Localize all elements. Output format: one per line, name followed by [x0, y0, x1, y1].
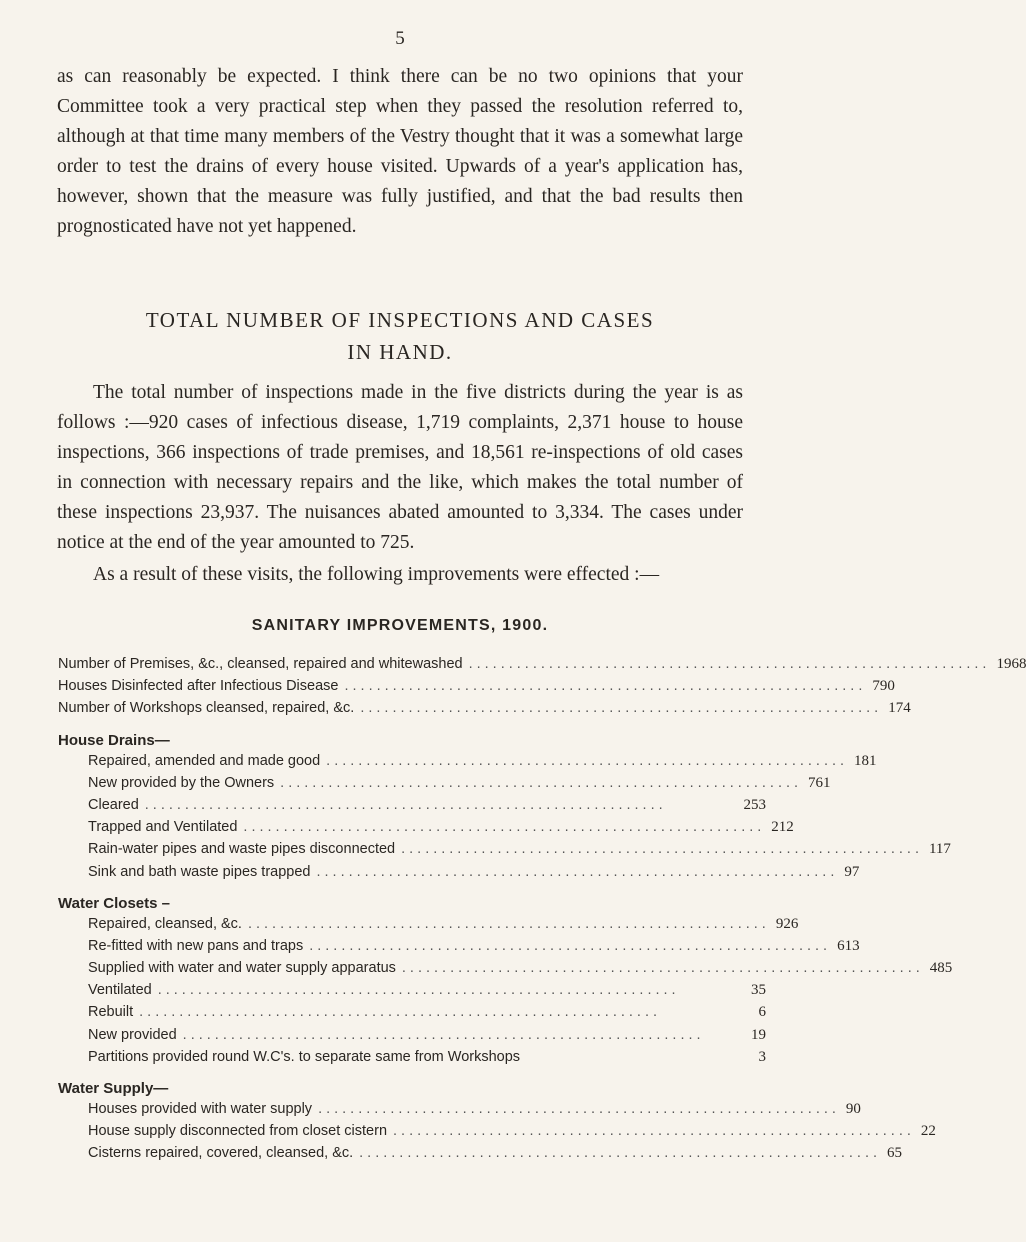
row-label: Re-fitted with new pans and traps	[88, 937, 304, 954]
row-value: 790	[872, 678, 895, 695]
row-label: House supply disconnected from closet cistern	[88, 1123, 388, 1140]
table-row: Number of Workshops cleansed, repaired, &c. ................................................................. 174	[58, 700, 911, 717]
row-label: Ventilated	[88, 982, 152, 999]
row-label: New provided	[88, 1026, 177, 1043]
table-row: Sink and bath waste pipes trapped ................................................................. 97	[88, 863, 860, 880]
row-label: Rain-water pipes and waste pipes disconnected	[88, 841, 396, 858]
table-row: Rain-water pipes and waste pipes disconnected ................................................................. 117	[88, 841, 951, 858]
table-row: New provided ................................................................. 19	[88, 1026, 766, 1043]
row-value: 212	[771, 819, 794, 836]
table-row: New provided by the Owners ................................................................. 761	[88, 774, 831, 791]
row-value: 485	[929, 960, 953, 977]
row-value: 174	[888, 700, 911, 717]
table-row: Repaired, cleansed, &c. ................................................................. 926	[88, 915, 799, 932]
row-label: New provided by the Owners	[88, 774, 275, 791]
row-label: Repaired, amended and made good	[88, 752, 321, 769]
row-value: 35	[751, 982, 766, 999]
table-row: Repaired, amended and made good ................................................................. 181	[88, 752, 877, 769]
inspections-paragraph: The total number of inspections made in the five districts during the year is as follows :—920 cases of infectious disease, 1,719 complaints, 2,371 house to house inspections, 366 inspections of trade premises, and 18,561 re-inspections of old cases in connection with necessary repairs and the like, which makes the total number of these inspections 23,937. The nuisances abated amounted to 3,334. The cases under notice at the end of the year amounted to 725.	[57, 382, 743, 553]
row-label: Houses Disinfected after Infectious Disease	[58, 678, 339, 695]
row-value: 253	[743, 796, 766, 813]
row-value: 181	[854, 752, 877, 769]
row-label: Repaired, cleansed, &c.	[88, 915, 242, 932]
intro-paragraph: as can reasonably be expected. I think there can be no two opinions that your Committee took a very practical step when they passed the resolution referred to, although at that time many members of the Vestry thought that it was a somewhat large order to test the drains of every house visited. Upwards of a year's application has, however, shown that the measure was fully justified, and that the bad results then prognosticated have not yet happened.	[57, 66, 743, 237]
table-row: Houses Disinfected after Infectious Disease ................................................................. 790	[58, 678, 895, 695]
row-value: 90	[845, 1101, 861, 1117]
table-row: Supplied with water and water supply apparatus ................................................................. 485	[88, 960, 953, 977]
row-value: 926	[775, 915, 799, 932]
section-heading-line2: IN HAND.	[347, 340, 453, 364]
row-label: Number of Workshops cleansed, repaired, &c.	[58, 700, 355, 717]
table-row: Cisterns repaired, covered, cleansed, &c. ................................................................. 65	[88, 1145, 903, 1162]
row-label: Number of Premises, &c., cleansed, repaired and whitewashed	[58, 656, 463, 672]
improvements-intro: As a result of these visits, the following improvements were effected :—	[93, 564, 660, 585]
row-label: Cleared	[88, 796, 139, 813]
table-row: Houses provided with water supply ................................................................. 90	[88, 1101, 861, 1117]
table-row	[58, 1049, 766, 1071]
row-value: 761	[808, 774, 831, 791]
row-label: Rebuilt	[88, 1004, 134, 1021]
water-closets-heading: Water Closets –	[58, 894, 170, 912]
section-heading-line1: TOTAL NUMBER OF INSPECTIONS AND CASES	[145, 308, 655, 332]
row-value: 19	[751, 1026, 766, 1043]
row-label: Houses provided with water supply	[88, 1101, 313, 1117]
row-value: 1968	[996, 656, 1026, 672]
row-label: Supplied with water and water supply apparatus	[88, 960, 396, 977]
row-value: 117	[928, 841, 951, 858]
row-value: 613	[837, 937, 860, 954]
table-row: House supply disconnected from closet cistern ................................................................. 22	[88, 1123, 936, 1140]
table-row: Re-fitted with new pans and traps ................................................................. 613	[88, 937, 860, 954]
row-label: Cisterns repaired, covered, cleansed, &c.	[88, 1145, 354, 1162]
table-row: Rebuilt ................................................................. 6	[88, 1004, 766, 1021]
row-value: 22	[920, 1123, 936, 1140]
row-label: Partitions provided round W.C's. to separate same from Workshops	[88, 1048, 521, 1065]
table-row: Trapped and Ventilated ................................................................. 212	[88, 819, 794, 836]
table-title: SANITARY IMPROVEMENTS, 1900.	[251, 617, 549, 634]
water-supply-heading: Water Supply—	[58, 1080, 169, 1097]
row-value: 97	[844, 863, 860, 880]
table-row: Ventilated ................................................................. 35	[88, 982, 766, 999]
table-row: Cleared ................................................................. 253	[88, 796, 766, 813]
row-value: 6	[758, 1004, 766, 1021]
improvements-table	[58, 656, 1026, 1168]
row-value: 3	[758, 1048, 766, 1065]
row-value: 65	[887, 1145, 903, 1162]
row-label: Trapped and Ventilated	[88, 819, 238, 836]
table-row: Number of Premises, &c., cleansed, repaired and whitewashed ................................................................. 1968	[58, 656, 1026, 672]
page-number: 5	[395, 28, 405, 49]
house-drains-heading: House Drains—	[58, 731, 170, 749]
row-label: Sink and bath waste pipes trapped	[88, 863, 311, 880]
